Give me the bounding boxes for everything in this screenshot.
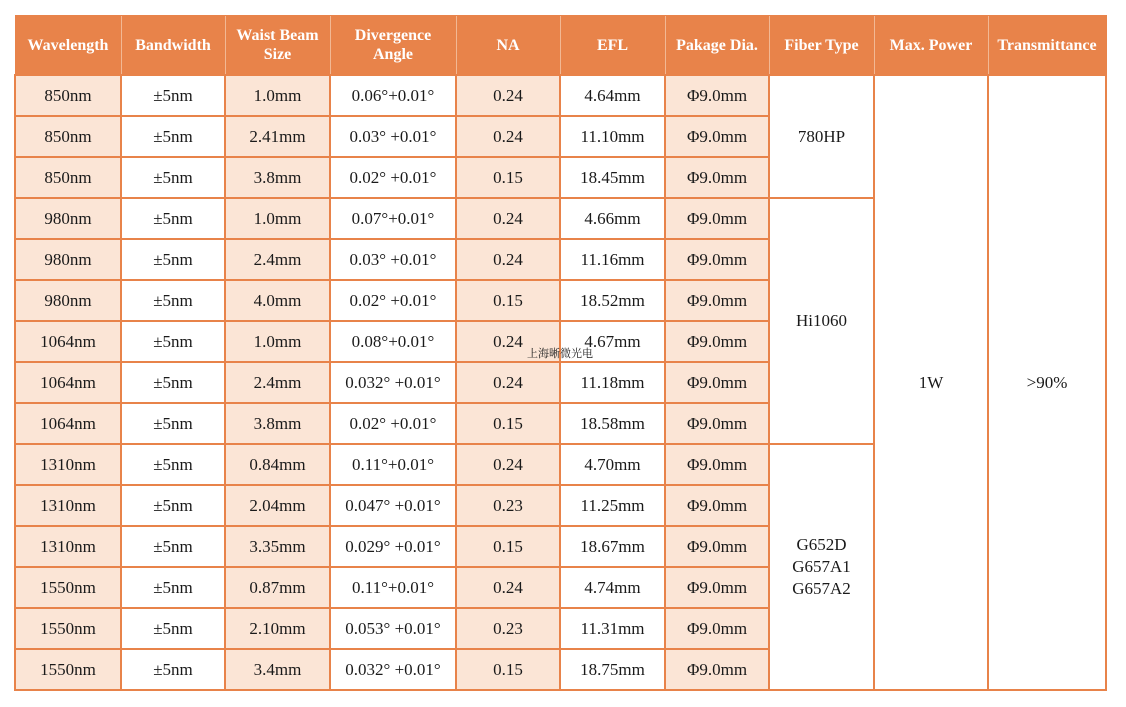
fiber-type-label: G657A1: [792, 557, 851, 576]
cell-wavelength: 850nm: [15, 157, 121, 198]
cell-waist-size: 2.4mm: [225, 239, 330, 280]
cell-divergence: 0.02° +0.01°: [330, 403, 456, 444]
cell-waist-size: 2.41mm: [225, 116, 330, 157]
cell-efl: 11.18mm: [560, 362, 665, 403]
table-body: [15, 75, 1106, 690]
cell-wavelength: 850nm: [15, 116, 121, 157]
header-label: Angle: [373, 46, 413, 63]
fiber-type-lines: [770, 310, 873, 332]
cell-na: 0.24: [456, 321, 560, 362]
cell-wavelength: 980nm: [15, 280, 121, 321]
cell-divergence: 0.11°+0.01°: [330, 567, 456, 608]
header-label: NA: [496, 36, 520, 54]
cell-divergence: 0.032° +0.01°: [330, 362, 456, 403]
fiber-type-label: G657A2: [792, 579, 851, 598]
cell-efl: 18.45mm: [560, 157, 665, 198]
cell-waist-size: 3.4mm: [225, 649, 330, 690]
cell-wavelength: 1550nm: [15, 567, 121, 608]
cell-efl: 11.31mm: [560, 608, 665, 649]
cell-bandwidth: ±5nm: [121, 198, 225, 239]
cell-divergence: 0.053° +0.01°: [330, 608, 456, 649]
cell-na: 0.24: [456, 362, 560, 403]
cell-efl: 11.10mm: [560, 116, 665, 157]
cell-bandwidth: ±5nm: [121, 567, 225, 608]
cell-waist-size: 1.0mm: [225, 198, 330, 239]
cell-efl: 4.67mm: [560, 321, 665, 362]
cell-wavelength: 850nm: [15, 75, 121, 116]
cell-package-dia: Φ9.0mm: [665, 198, 769, 239]
cell-bandwidth: ±5nm: [121, 362, 225, 403]
cell-package-dia: Φ9.0mm: [665, 239, 769, 280]
header-divergence-angle: [330, 16, 456, 76]
cell-package-dia: Φ9.0mm: [665, 485, 769, 526]
cell-waist-size: 3.35mm: [225, 526, 330, 567]
cell-divergence: 0.02° +0.01°: [330, 157, 456, 198]
cell-bandwidth: ±5nm: [121, 444, 225, 485]
header-label: EFL: [596, 36, 629, 54]
cell-efl: 4.64mm: [560, 75, 665, 116]
cell-divergence: 0.08°+0.01°: [330, 321, 456, 362]
cell-na: 0.15: [456, 526, 560, 567]
cell-wavelength: 980nm: [15, 198, 121, 239]
cell-wavelength: 1310nm: [15, 485, 121, 526]
fiber-type-lines: [770, 126, 873, 148]
header-bandwidth: [121, 16, 225, 76]
cell-bandwidth: ±5nm: [121, 403, 225, 444]
cell-divergence: 0.02° +0.01°: [330, 280, 456, 321]
cell-bandwidth: ±5nm: [121, 485, 225, 526]
header-label: Fiber Type: [784, 36, 859, 54]
cell-bandwidth: ±5nm: [121, 157, 225, 198]
cell-bandwidth: ±5nm: [121, 608, 225, 649]
cell-na: 0.15: [456, 403, 560, 444]
cell-efl: 4.66mm: [560, 198, 665, 239]
cell-na: 0.15: [456, 280, 560, 321]
cell-wavelength: 1064nm: [15, 321, 121, 362]
cell-wavelength: 1064nm: [15, 403, 121, 444]
header-label: Wavelength: [27, 36, 109, 54]
fiber-type-label: G652D: [796, 535, 847, 554]
cell-na: 0.23: [456, 608, 560, 649]
cell-package-dia: Φ9.0mm: [665, 157, 769, 198]
header-transmittance: [988, 16, 1106, 76]
cell-waist-size: 4.0mm: [225, 280, 330, 321]
cell-efl: 11.16mm: [560, 239, 665, 280]
cell-divergence: 0.032° +0.01°: [330, 649, 456, 690]
cell-divergence: 0.03° +0.01°: [330, 239, 456, 280]
cell-na: 0.24: [456, 567, 560, 608]
cell-waist-size: 0.87mm: [225, 567, 330, 608]
cell-efl: 18.67mm: [560, 526, 665, 567]
header-na: [456, 16, 560, 76]
cell-wavelength: 1310nm: [15, 526, 121, 567]
cell-fiber-type: [769, 75, 874, 198]
cell-package-dia: Φ9.0mm: [665, 280, 769, 321]
cell-divergence: 0.11°+0.01°: [330, 444, 456, 485]
header-waist-beam-size: [225, 16, 330, 76]
cell-package-dia: Φ9.0mm: [665, 362, 769, 403]
cell-waist-size: 2.04mm: [225, 485, 330, 526]
fiber-type-lines: [770, 534, 873, 600]
header-label: Transmittance: [997, 36, 1097, 54]
cell-wavelength: 1064nm: [15, 362, 121, 403]
cell-efl: 4.74mm: [560, 567, 665, 608]
header-row: [15, 16, 1106, 76]
cell-package-dia: Φ9.0mm: [665, 403, 769, 444]
cell-na: 0.24: [456, 75, 560, 116]
cell-package-dia: Φ9.0mm: [665, 75, 769, 116]
cell-divergence: 0.029° +0.01°: [330, 526, 456, 567]
cell-waist-size: 3.8mm: [225, 157, 330, 198]
cell-package-dia: Φ9.0mm: [665, 526, 769, 567]
cell-bandwidth: ±5nm: [121, 526, 225, 567]
cell-efl: 4.70mm: [560, 444, 665, 485]
header-wavelength: [15, 16, 121, 76]
header-label: Pakage Dia.: [676, 36, 758, 54]
cell-na: 0.24: [456, 444, 560, 485]
cell-wavelength: 980nm: [15, 239, 121, 280]
fiber-type-label: 780HP: [797, 126, 846, 146]
cell-na: 0.15: [456, 649, 560, 690]
header-label: Divergence: [354, 27, 432, 44]
header-label: Waist Beam: [236, 27, 319, 44]
fiber-type-label: Hi1060: [796, 311, 847, 330]
table-row: [15, 75, 1106, 116]
cell-divergence: 0.07°+0.01°: [330, 198, 456, 239]
watermark-text: 上海晰微光电: [527, 347, 593, 360]
cell-na: 0.24: [456, 116, 560, 157]
header-label: Size: [263, 46, 292, 63]
cell-na: 0.15: [456, 157, 560, 198]
cell-package-dia: Φ9.0mm: [665, 608, 769, 649]
header-max-power: [874, 16, 988, 76]
cell-bandwidth: ±5nm: [121, 239, 225, 280]
cell-package-dia: Φ9.0mm: [665, 567, 769, 608]
cell-divergence: 0.03° +0.01°: [330, 116, 456, 157]
cell-na: 0.23: [456, 485, 560, 526]
cell-waist-size: 3.8mm: [225, 403, 330, 444]
cell-na: 0.24: [456, 239, 560, 280]
cell-efl: 18.52mm: [560, 280, 665, 321]
cell-bandwidth: ±5nm: [121, 116, 225, 157]
cell-waist-size: 1.0mm: [225, 75, 330, 116]
cell-wavelength: 1310nm: [15, 444, 121, 485]
cell-transmittance: >90%: [988, 75, 1106, 690]
cell-efl: 18.75mm: [560, 649, 665, 690]
cell-waist-size: 2.4mm: [225, 362, 330, 403]
cell-waist-size: 0.84mm: [225, 444, 330, 485]
cell-waist-size: 2.10mm: [225, 608, 330, 649]
cell-efl: 18.58mm: [560, 403, 665, 444]
header-fiber-type: [769, 16, 874, 76]
cell-fiber-type: [769, 198, 874, 444]
header-package-dia: [665, 16, 769, 76]
cell-bandwidth: ±5nm: [121, 649, 225, 690]
cell-bandwidth: ±5nm: [121, 280, 225, 321]
cell-efl: 11.25mm: [560, 485, 665, 526]
header-label: Bandwidth: [135, 36, 211, 54]
cell-bandwidth: ±5nm: [121, 321, 225, 362]
header-efl: [560, 16, 665, 76]
cell-package-dia: Φ9.0mm: [665, 116, 769, 157]
cell-wavelength: 1550nm: [15, 608, 121, 649]
cell-bandwidth: ±5nm: [121, 75, 225, 116]
cell-waist-size: 1.0mm: [225, 321, 330, 362]
header-label: Max. Power: [889, 36, 973, 54]
cell-fiber-type: [769, 444, 874, 690]
cell-na: 0.24: [456, 198, 560, 239]
cell-divergence: 0.06°+0.01°: [330, 75, 456, 116]
cell-package-dia: Φ9.0mm: [665, 649, 769, 690]
cell-divergence: 0.047° +0.01°: [330, 485, 456, 526]
cell-max-power: 1W: [874, 75, 988, 690]
cell-wavelength: 1550nm: [15, 649, 121, 690]
cell-package-dia: Φ9.0mm: [665, 444, 769, 485]
cell-package-dia: Φ9.0mm: [665, 321, 769, 362]
